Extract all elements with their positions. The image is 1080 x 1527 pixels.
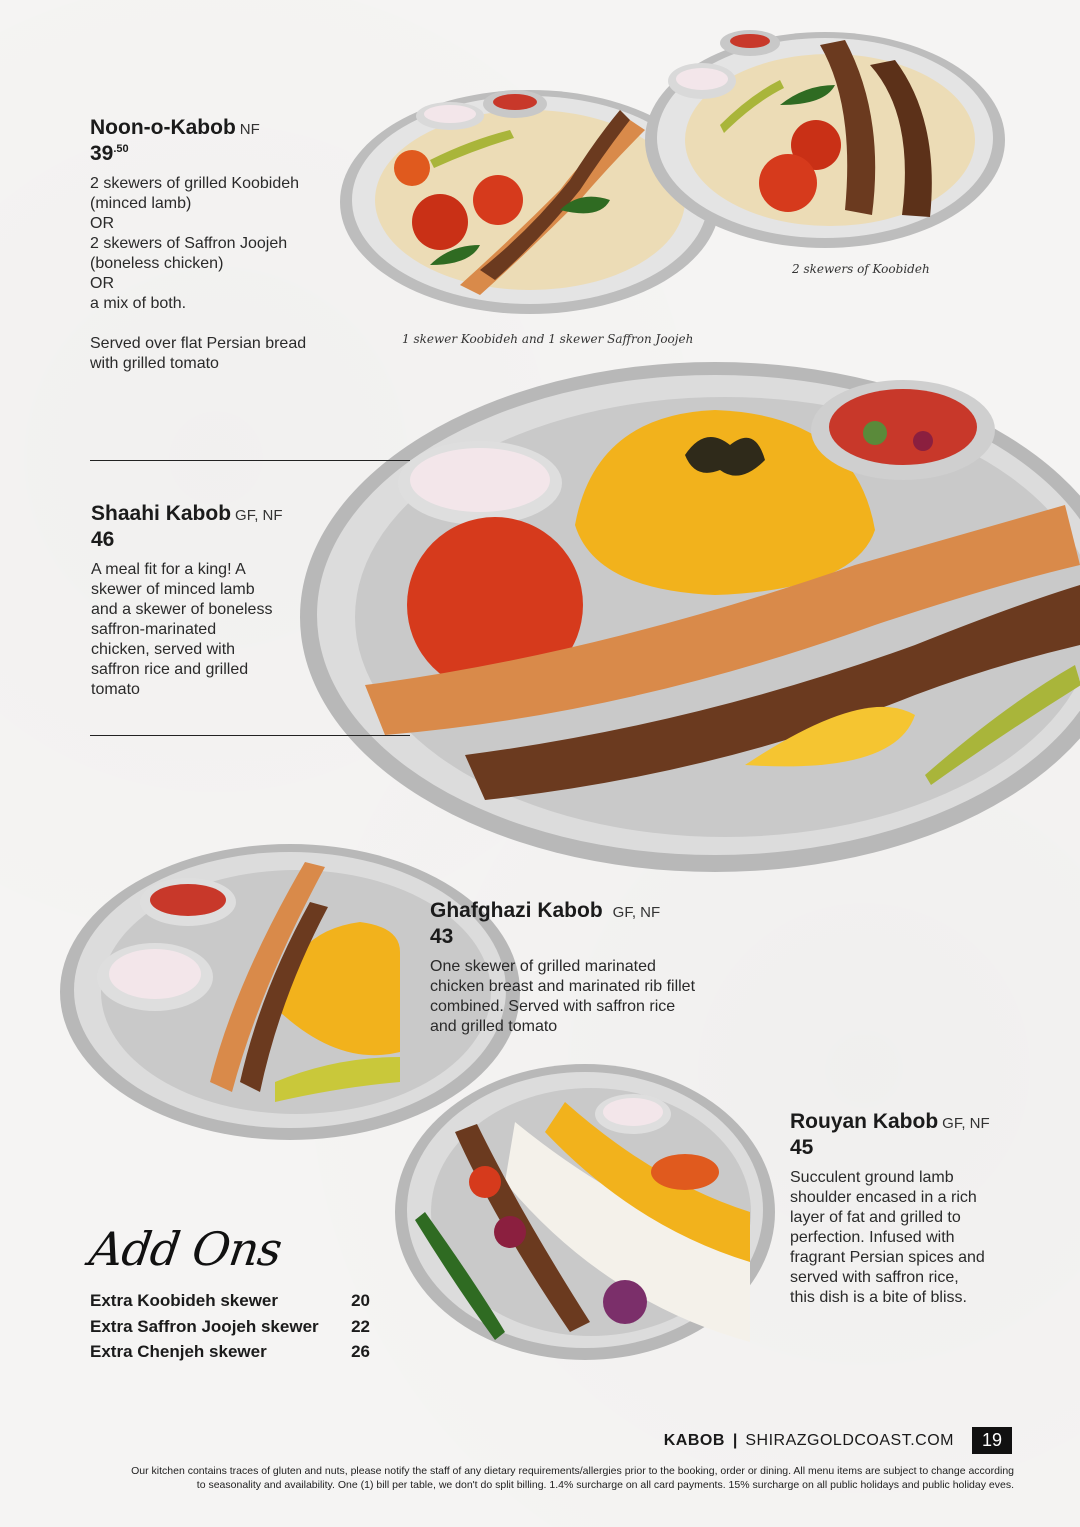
item-description: One skewer of grilled marinated chicken breast and marinated rib fillet combined. Served with saffron rice and grilled tomato xyxy=(430,958,696,1035)
footer-section: KABOB xyxy=(663,1431,725,1449)
item-tags: NF xyxy=(239,121,260,138)
item-price: 43 xyxy=(430,925,454,948)
addon-row xyxy=(90,1339,370,1365)
item-price: 46 xyxy=(91,528,115,551)
addons-title: Add Ons xyxy=(86,1222,285,1276)
price-main: 39 xyxy=(90,142,114,165)
addon-row xyxy=(90,1288,370,1314)
noon-o-kabob-koobideh-photo xyxy=(640,25,1010,255)
divider-bottom xyxy=(90,735,410,736)
addons-list xyxy=(90,1288,370,1365)
item-name-line xyxy=(430,899,730,923)
item-description: Succulent ground lamb shoulder encased in a rich layer of fat and grilled to perfection. Infused with fragrant Persian spices and served with saffron rice, this dish is a bite of bliss. xyxy=(790,1169,985,1306)
item-description: 2 skewers of grilled Koobideh (minced lamb) OR 2 skewers of Saffron Joojeh (boneless chicken) OR a mix of both. Served over flat Persian bread with grilled tomato xyxy=(90,175,307,372)
item-tags: GF, NF xyxy=(942,1115,990,1132)
shaahi-kabob-photo xyxy=(295,355,1080,880)
rouyan-kabob-photo xyxy=(385,1062,750,1367)
addon-price: 26 xyxy=(351,1342,370,1361)
item-description: A meal fit for a king! A skewer of minced lamb and a skewer of boneless saffron-marinated chicken, served with saffron rice and grilled tomato xyxy=(91,561,273,698)
menu-item-rouyan-kabob xyxy=(790,1110,1020,1308)
ghafghazi-kabob-photo xyxy=(60,842,400,1142)
item-name-line xyxy=(790,1110,1020,1134)
item-name-line xyxy=(91,502,291,526)
footer-disclaimer: Our kitchen contains traces of gluten and nuts, please notify the staff of any dietary requirements/allergies prior to the booking, order or dining. All menu items are subject to change according to seasonality and availability. One (1) bill per table, we don't do split billing. 1.4% surcharge on all card payments. 15% surcharge on all public holidays and public holiday eves. xyxy=(131,1465,1014,1491)
addon-price: 22 xyxy=(351,1316,370,1336)
item-price xyxy=(90,142,350,166)
price-cents: .50 xyxy=(113,143,129,155)
addon-row xyxy=(90,1314,370,1340)
addon-label: Extra Saffron Joojeh skewer xyxy=(90,1316,319,1336)
page-number: 19 xyxy=(972,1427,1012,1454)
footer xyxy=(664,1427,1012,1454)
item-name: Ghafghazi Kabob xyxy=(430,899,603,922)
caption-mixed: 1 skewer Koobideh and 1 skewer Saffron Joojeh xyxy=(402,332,694,346)
item-name: Noon-o-Kabob xyxy=(90,116,236,139)
footer-separator: | xyxy=(732,1431,738,1449)
item-tags: GF, NF xyxy=(235,507,283,524)
item-name: Shaahi Kabob xyxy=(91,502,232,525)
menu-item-ghafghazi-kabob xyxy=(430,899,730,1037)
item-price: 45 xyxy=(790,1136,814,1159)
menu-item-shaahi-kabob xyxy=(91,502,291,700)
menu-item-noon-o-kabob xyxy=(90,116,350,374)
addon-label: Extra Koobideh skewer xyxy=(90,1291,279,1310)
footer-website-link[interactable]: SHIRAZGOLDCOAST.COM xyxy=(745,1431,954,1449)
addon-price: 20 xyxy=(351,1291,370,1310)
item-name: Rouyan Kabob xyxy=(790,1110,939,1133)
item-tags: GF, NF xyxy=(612,904,661,921)
addon-label: Extra Chenjeh skewer xyxy=(90,1342,267,1361)
caption-koobideh: 2 skewers of Koobideh xyxy=(792,262,930,276)
divider-top xyxy=(90,460,410,461)
item-name-line xyxy=(90,116,350,140)
